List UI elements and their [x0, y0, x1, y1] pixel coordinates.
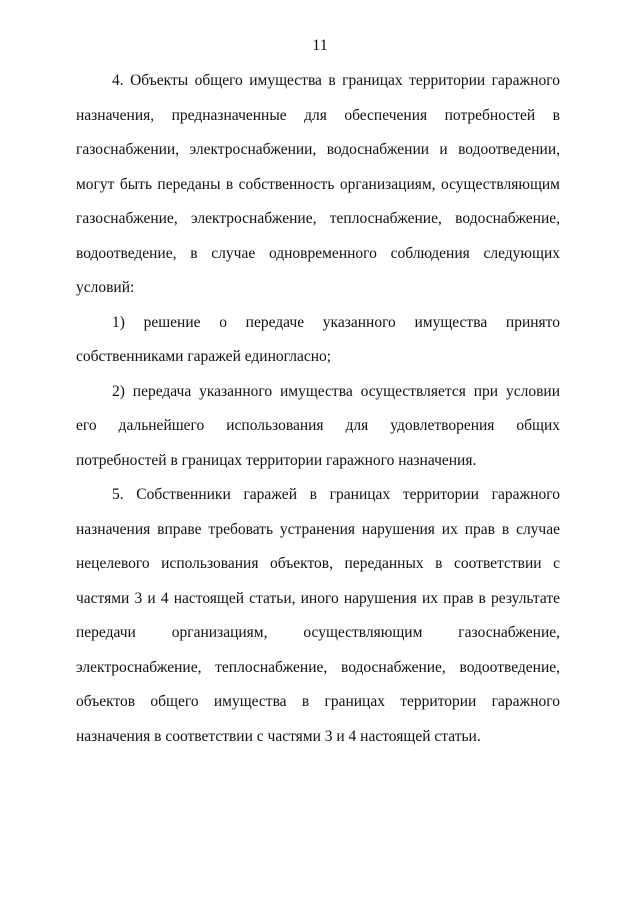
paragraph-condition-1: 1) решение о передаче указанного имущества принято собственниками гаражей единогласно;	[76, 313, 560, 365]
page-number: 11	[312, 37, 328, 54]
paragraph-condition-2: 2) передача указанного имущества осуществляется при условии его дальнейшего использования для удовлетворения общих потребностей в границах территории гаражного назначения.	[76, 382, 560, 469]
document-body	[76, 64, 560, 754]
paragraph-item-4: 4. Объекты общего имущества в границах территории гаражного назначения, предназначенные для обеспечения потребностей в газоснабжении, электроснабжении, водоснабжении и водоотведении, могут быть переданы в собственность организациям, осуществляющим газоснабжение, электроснабжение, теплоснабжение, водоснабжение, водоотведение, в случае одновременного соблюдения следующих условий:	[76, 72, 560, 296]
paragraph-item-5: 5. Собственники гаражей в границах территории гаражного назначения вправе требовать устранения нарушения их прав в случае нецелевого использования объектов, переданных в соответствии с частями 3 и 4 настоящей статьи, иного нарушения их прав в результате передачи организациям, осуществляющим газоснабжение, электроснабжение, теплоснабжение, водоснабжение, водоотведение, объектов общего имущества в границах территории гаражного назначения в соответствии с частями 3 и 4 настоящей статьи.	[76, 486, 560, 745]
